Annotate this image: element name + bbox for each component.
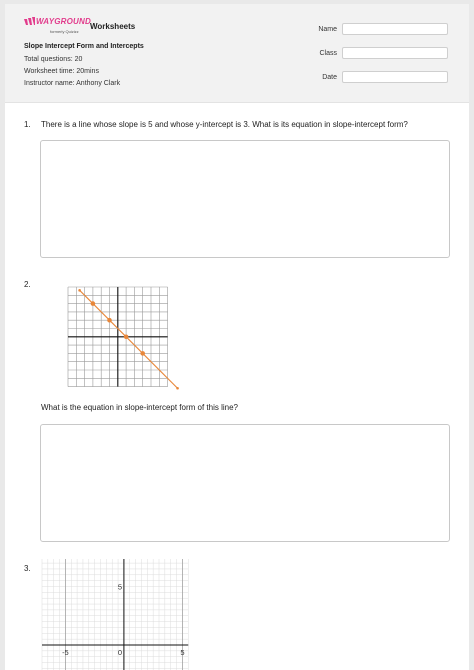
tick-label-y-pos: 5 bbox=[117, 582, 122, 592]
date-field[interactable] bbox=[342, 71, 448, 83]
date-label: Date bbox=[322, 74, 337, 81]
question-3-number: 3. bbox=[24, 564, 31, 573]
worksheet-header bbox=[5, 4, 469, 103]
question-2-answer-box[interactable] bbox=[40, 424, 450, 542]
worksheet-page bbox=[5, 4, 469, 670]
app-name: Worksheets bbox=[90, 22, 136, 31]
question-2-line-graph bbox=[60, 282, 180, 390]
question-1-number: 1. bbox=[24, 120, 31, 129]
tick-label-origin: 0 bbox=[117, 648, 122, 657]
question-3-coordinate-grid bbox=[38, 559, 198, 670]
name-label: Name bbox=[318, 26, 337, 33]
data-point bbox=[91, 301, 96, 306]
data-point bbox=[107, 318, 112, 323]
question-2-text: What is the equation in slope-intercept form of this line? bbox=[41, 403, 238, 412]
line-endpoint-arrow bbox=[78, 289, 81, 292]
question-1-answer-box[interactable] bbox=[40, 140, 450, 258]
brand-formerly-text: formerly Quizizz bbox=[50, 29, 79, 34]
question-2-number: 2. bbox=[24, 280, 31, 289]
worksheet-title: Slope Intercept Form and Intercepts bbox=[24, 43, 144, 50]
wayground-logo-icon bbox=[24, 17, 35, 26]
line-endpoint-arrow bbox=[176, 387, 179, 390]
total-questions: Total questions: 20 bbox=[24, 56, 83, 63]
data-point bbox=[124, 335, 129, 340]
brand-logo-text: WAYGROUND bbox=[36, 17, 91, 26]
tick-label-x-neg: -5 bbox=[62, 648, 69, 657]
name-field[interactable] bbox=[342, 23, 448, 35]
data-point bbox=[140, 351, 145, 356]
class-field[interactable] bbox=[342, 47, 448, 59]
instructor-name: Instructor name: Anthony Clark bbox=[24, 80, 121, 87]
tick-label-x-pos: 5 bbox=[180, 648, 185, 657]
class-label: Class bbox=[319, 50, 337, 57]
worksheet-time: Worksheet time: 20mins bbox=[24, 68, 99, 75]
question-1-text: There is a line whose slope is 5 and whose y-intercept is 3. What is its equation in slope-intercept form? bbox=[41, 120, 408, 129]
